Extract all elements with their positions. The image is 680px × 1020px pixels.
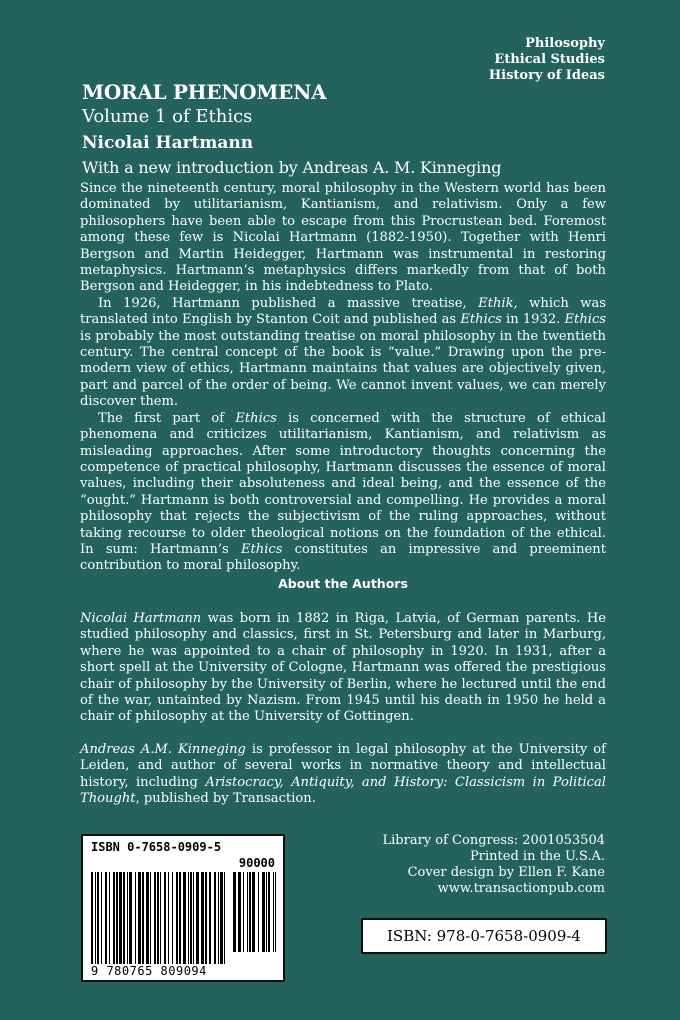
bio-kinneging: Andreas A.M. Kinneging is professor in legal philosophy at the University of Leiden, and author of several works in normative theory and intellectual history, including Aristocracy, Antiquity, and History: Classicism in Political Thought, published by Transaction. xyxy=(80,741,606,807)
barcode-bars-icon xyxy=(91,872,229,964)
isbn-box: ISBN: 978-0-7658-0909-4 xyxy=(361,918,607,954)
book-author: Nicolai Hartmann xyxy=(82,133,254,153)
barcode-addon-bars-icon xyxy=(233,872,279,952)
description-paragraph-1: Since the nineteenth century, moral philosophy in the Western world has been dominated by utilitarianism, Kantianism, and relativism. Only a few philosophers have been able to escape from this Procrustean bed. Foremost among these few is Nicolai Hartmann (1882-1950). Together with Henri Bergson and Martin Heidegger, Hartmann was instrumental in restoring metaphysics. Hartmann’s metaphysics differs markedly from that of both Bergson and Heidegger, in his indebtedness to Plato. xyxy=(80,181,606,295)
book-description xyxy=(80,181,606,575)
about-authors-heading: About the Authors xyxy=(278,576,408,591)
description-paragraph-2: In 1926, Hartmann published a massive treatise, Ethik, which was translated into English by Stanton Coit and published as Ethics in 1932. Ethics is probably the most outstanding treatise on moral philosophy in the twentieth century. The central concept of the book is “value.” Drawing upon the pre-modern view of ethics, Hartmann maintains that values are objectively given, part and parcel of the order of being. We cannot invent values, we can merely discover them. xyxy=(80,295,606,410)
book-title: MORAL PHENOMENA xyxy=(82,80,327,104)
subject-categories xyxy=(489,36,605,84)
subject-history-of-ideas: History of Ideas xyxy=(488,68,605,83)
author-bios xyxy=(80,611,606,807)
subject-philosophy: Philosophy xyxy=(525,36,605,51)
book-introduction-credit: With a new introduction by Andreas A. M. Kinneging xyxy=(82,158,502,177)
barcode-digits: 9 780765 809094 xyxy=(91,964,207,978)
cover-design-credit: Cover design by Ellen F. Kane xyxy=(407,865,605,880)
subject-ethical-studies: Ethical Studies xyxy=(494,52,605,67)
printed-in: Printed in the U.S.A. xyxy=(470,849,605,864)
bio-hartmann: Nicolai Hartmann was born in 1882 in Riga, Latvia, of German parents. He studied philosophy and classics, first in St. Petersburg and later in Marburg, where he was appointed to a chair of philosophy in 1920. In 1931, after a short spell at the University of Cologne, Hartmann was offered the prestigious chair of philosophy by the University of Berlin, where he lectured until the end of the war, untainted by Nazism. From 1945 until his death in 1950 he held a chair of philosophy at the University of Gottingen. xyxy=(80,611,606,725)
publisher-website: www.transactionpub.com xyxy=(437,881,605,896)
barcode-isbn-text: ISBN 0-7658-0909-5 xyxy=(91,840,222,854)
barcode xyxy=(81,834,285,982)
description-paragraph-3: The first part of Ethics is concerned with the structure of ethical phenomena and criticizes utilitarianism, Kantianism, and relativism as misleading approaches. After some introductory thoughts concerning the competence of practical philosophy, Hartmann discusses the essence of moral values, including their absoluteness and ideal being, and the essence of the “ought.” Hartmann is both controversial and compelling. He provides a moral philosophy that rejects the subjectivism of the ruling approaches, without taking recourse to older theological notions on the foundation of the ethical. In sum: Hartmann’s Ethics constitutes an impressive and preeminent contribution to moral philosophy. xyxy=(80,410,606,574)
barcode-price-code: 90000 xyxy=(238,856,275,870)
book-volume: Volume 1 of Ethics xyxy=(82,106,253,127)
library-of-congress: Library of Congress: 2001053504 xyxy=(382,833,605,848)
publisher-info xyxy=(383,833,605,897)
